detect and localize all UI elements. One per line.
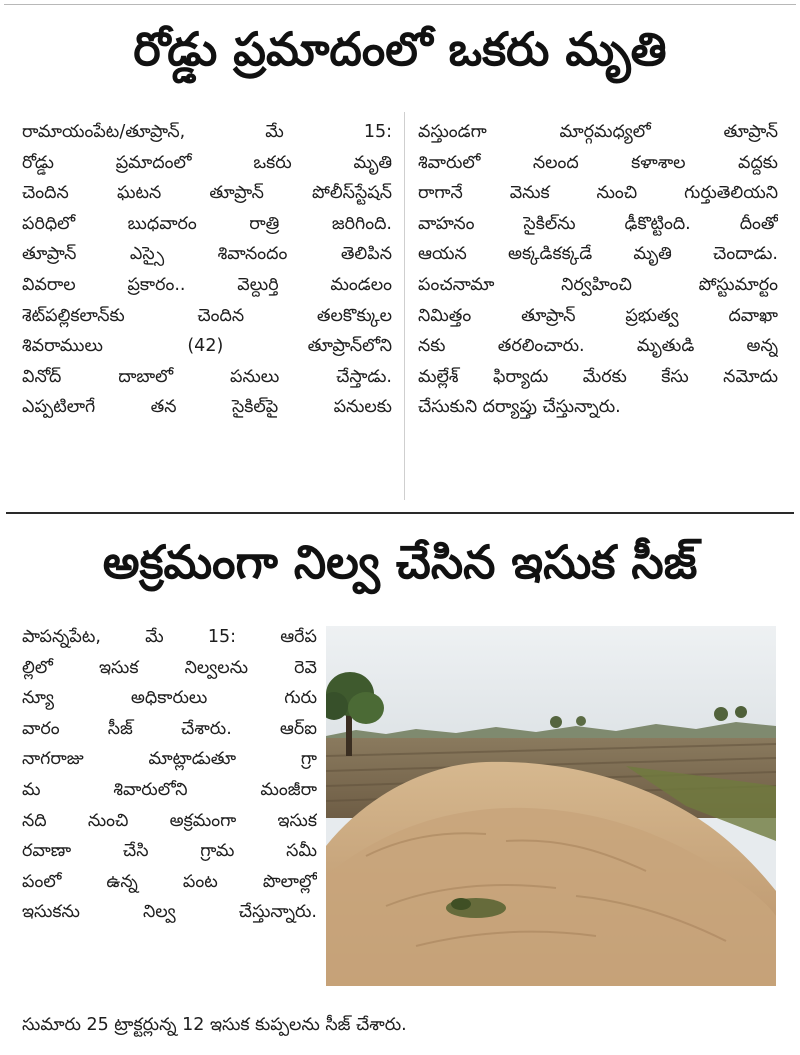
article1-col2-line: మల్లేశ్ ఫిర్యాదు మేరకు కేసు నమోదు (418, 366, 778, 387)
sand-heap-photo (326, 626, 776, 986)
article1-col2-line: నిమిత్తం తూప్రాన్ ప్రభుత్వ దవాఖా (418, 305, 778, 326)
article2-headline: అక్రమంగా నిల్వ చేసిన ఇసుక సీజ్ (102, 535, 698, 589)
article1-col1-line: పరిధిలో బుధవారం రాత్రి జరిగింది. (22, 213, 392, 234)
column-divider (404, 112, 405, 500)
article2-final-line: సుమారు 25 ట్రాక్టర్లున్న 12 ఇసుక కుప్పలను సీజ్ చేశారు. (22, 1015, 407, 1035)
article1-col2-line: ఆయన అక్కడికక్కడే మృతి చెందాడు. (418, 244, 778, 265)
article1-column-2 (418, 117, 778, 423)
article1-col1-line: వివరాల ప్రకారం.. వెల్దుర్తి మండలం (22, 274, 392, 295)
article1-col2-line: వాహనం సైకిల్‌ను ఢీకొట్టింది. దీంతో (418, 213, 778, 234)
article1-col2-line: శివారులో నలంద కళాశాల వద్దకు (418, 152, 778, 173)
section-divider (6, 512, 794, 514)
article1-col1-line: వినోద్ దాబాలో పనులు చేస్తాడు. (22, 366, 392, 387)
article2-line: పంలో ఉన్న పంట పొలాల్లో (22, 871, 317, 892)
article1-col2-line: నకు తరలించారు. మృతుడి అన్న (418, 336, 778, 357)
article1-col2-line: పంచనామా నిర్వహించి పోస్టుమార్టం (418, 274, 778, 295)
article1-col1-line: శివరాములు (42) తూప్రాన్‌లోని (22, 336, 392, 357)
article1-col2-line: రాగానే వెనుక నుంచి గుర్తుతెలియని (418, 183, 778, 204)
article2-line: పాపన్నపేట, మే 15: ఆరేప (22, 627, 317, 647)
article1-col1-line: రామాయంపేట/తూప్రాన్, మే 15: (22, 122, 392, 142)
article1-col2-line: వస్తుండగా మార్గమధ్యలో తూప్రాన్ (418, 122, 778, 142)
article1-col1-line: రోడ్డు ప్రమాదంలో ఒకరు మృతి (22, 152, 392, 173)
article1-col2-line: చేసుకుని దర్యాప్తు చేస్తున్నారు. (418, 397, 621, 418)
article2-column (22, 622, 317, 928)
article2-line: నాగరాజు మాట్లాడుతూ గ్రా (22, 749, 317, 770)
article2-line: రవాణా చేసి గ్రామ సమీ (22, 841, 317, 862)
article2-line: నది నుంచి అక్రమంగా ఇసుక (22, 810, 317, 831)
article2-line: ల్లిలో ఇసుక నిల్వలను రెవె (22, 657, 317, 678)
article2-line: న్యూ అధికారులు గురు (22, 688, 317, 709)
article1-col1-line: శెట్‌పల్లికలాన్‌కు చెందిన తలకొక్కుల (22, 305, 392, 326)
article1-col1-line: చెందిన ఘటన తూప్రాన్ పోలీస్‌స్టేషన్ (22, 183, 392, 204)
article2-line: ఇసుకను నిల్వ చేస్తున్నారు. (22, 902, 317, 923)
article1-column-1 (22, 117, 392, 423)
sand-heap-photo-illustration (326, 626, 776, 986)
article2-line: వారం సీజ్ చేశారు. ఆర్ఐ (22, 718, 317, 739)
article1-col1-line: ఎప్పటిలాగే తన సైకిల్‌పై పనులకు (22, 397, 392, 418)
article1-headline: రోడ్డు ప్రమాదంలో ఒకరు మృతి (133, 22, 667, 76)
article1-col1-line: తూప్రాన్ ఎస్సై శివానందం తెలిపిన (22, 244, 392, 265)
article2-line: మ శివారులోని మంజీరా (22, 779, 317, 800)
